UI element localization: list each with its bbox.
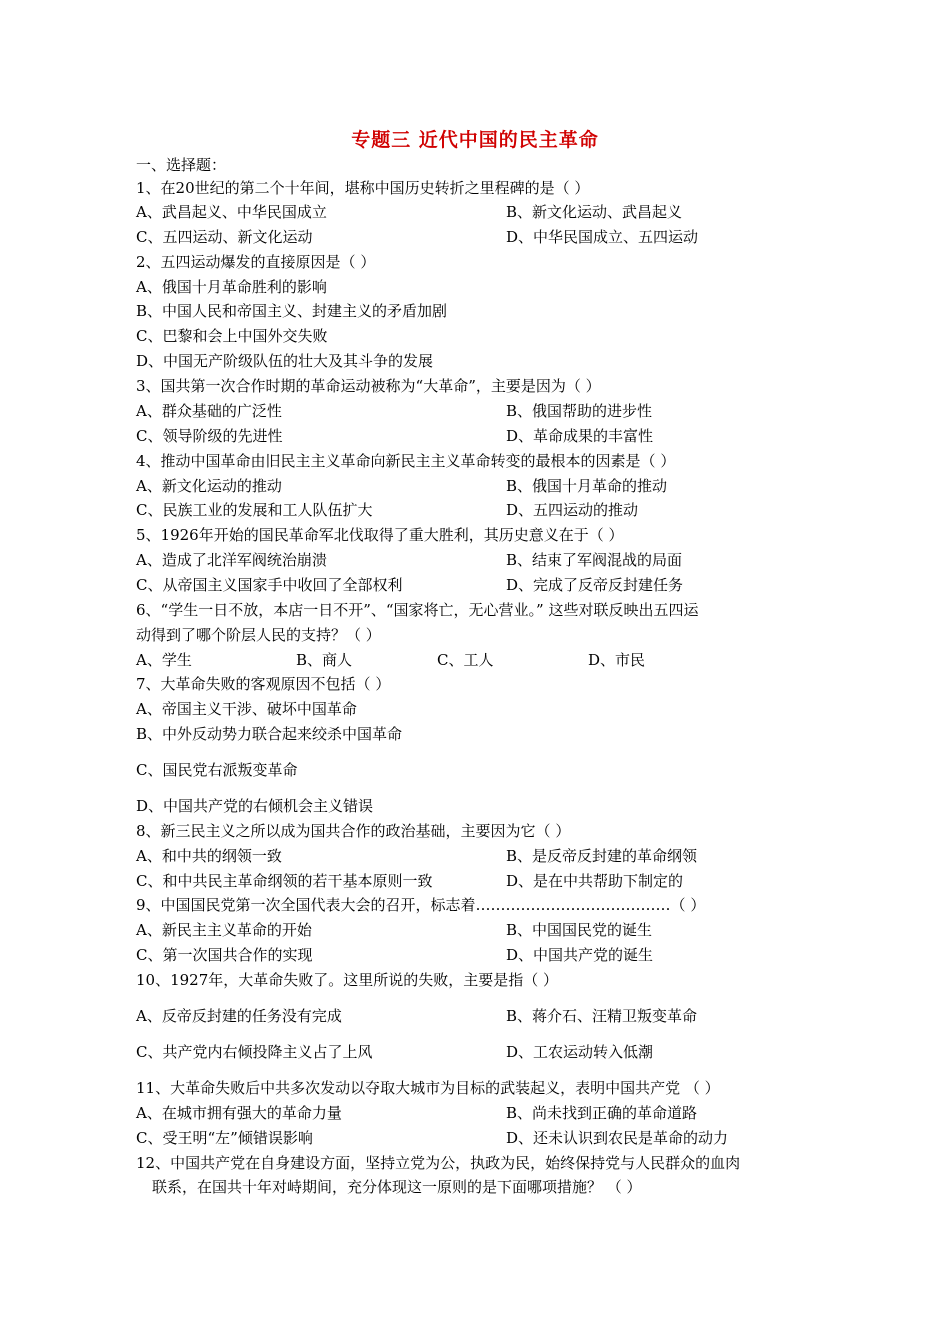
q4-option-a: A、新文化运动的推动 [136, 477, 282, 495]
question-3-stem: 3、国共第一次合作时期的革命运动被称为“大革命”，主要是因为（ ） [136, 377, 601, 395]
q11-option-b: B、尚未找到正确的革命道路 [506, 1104, 698, 1122]
q1-option-a: A、武昌起义、中华民国成立 [136, 203, 327, 221]
q4-option-b: B、俄国十月革命的推动 [506, 477, 668, 495]
q1-option-b: B、新文化运动、武昌起义 [506, 203, 683, 221]
question-2-stem: 2、五四运动爆发的直接原因是（ ） [136, 253, 376, 271]
q4-option-c: C、民族工业的发展和工人队伍扩大 [136, 501, 373, 519]
q6-option-b: B、商人 [296, 651, 353, 669]
q9-option-c: C、第一次国共合作的实现 [136, 946, 313, 964]
q10-option-c: C、共产党内右倾投降主义占了上风 [136, 1043, 373, 1061]
q2-option-d: D、中国无产阶级队伍的壮大及其斗争的发展 [136, 352, 434, 370]
q2-option-c: C、巴黎和会上中国外交失败 [136, 327, 328, 345]
question-8-stem: 8、新三民主义之所以成为国共合作的政治基础，主要因为它（ ） [136, 822, 571, 840]
q1-option-c: C、五四运动、新文化运动 [136, 228, 313, 246]
q10-option-b: B、蒋介石、汪精卫叛变革命 [506, 1007, 698, 1025]
q8-option-b: B、是反帝反封建的革命纲领 [506, 847, 698, 865]
question-5-stem: 5、1926年开始的国民革命军北伐取得了重大胜利，其历史意义在于（ ） [136, 526, 624, 544]
q3-option-a: A、群众基础的广泛性 [136, 402, 282, 420]
q11-option-d: D、还未认识到农民是革命的动力 [506, 1129, 729, 1147]
q7-option-c: C、国民党右派叛变革命 [136, 761, 298, 779]
q5-option-c: C、从帝国主义国家手中收回了全部权利 [136, 576, 403, 594]
q10-option-a: A、反帝反封建的任务没有完成 [136, 1007, 342, 1025]
q8-option-c: C、和中共民主革命纲领的若干基本原则一致 [136, 872, 433, 890]
question-6-stem-cont: 动得到了哪个阶层人民的支持？（ ） [136, 626, 381, 644]
q4-option-d: D、五四运动的推动 [506, 501, 639, 519]
page-title: 专题三 近代中国的民主革命 [351, 129, 599, 151]
q9-option-b: B、中国国民党的诞生 [506, 921, 653, 939]
q11-option-c: C、受王明“左”倾错误影响 [136, 1129, 313, 1147]
q6-option-c: C、工人 [437, 651, 494, 669]
question-12-stem: 12、中国共产党在自身建设方面，坚持立党为公，执政为民，始终保持党与人民群众的血肉 [136, 1154, 741, 1172]
q8-option-d: D、是在中共帮助下制定的 [506, 872, 684, 890]
question-9-stem: 9、中国国民党第一次全国代表大会的召开，标志着…………………………………（ ） [136, 896, 706, 914]
q3-option-c: C、领导阶级的先进性 [136, 427, 283, 445]
q9-option-a: A、新民主主义革命的开始 [136, 921, 312, 939]
q6-option-d: D、市民 [588, 651, 646, 669]
q2-option-a: A、俄国十月革命胜利的影响 [136, 278, 327, 296]
question-6-stem: 6、“学生一日不放，本店一日不开”、“国家将亡，无心营业。” 这些对联反映出五四运 [136, 601, 699, 619]
question-1-stem: 1、在20世纪的第二个十年间，堪称中国历史转折之里程碑的是（ ） [136, 179, 590, 197]
q5-option-b: B、结束了军阀混战的局面 [506, 551, 683, 569]
question-4-stem: 4、推动中国革命由旧民主主义革命向新民主主义革命转变的最根本的因素是（ ） [136, 452, 676, 470]
q5-option-a: A、造成了北洋军阀统治崩溃 [136, 551, 327, 569]
question-11-stem: 11、大革命失败后中共多次发动以夺取大城市为目标的武装起义，表明中国共产党 （ ） [136, 1079, 720, 1097]
q10-option-d: D、工农运动转入低潮 [506, 1043, 654, 1061]
q11-option-a: A、在城市拥有强大的革命力量 [136, 1104, 342, 1122]
section-heading: 一、选择题： [136, 156, 227, 174]
question-12-stem-cont: 联系，在国共十年对峙期间，充分体现这一原则的是下面哪项措施？ （ ） [152, 1178, 642, 1196]
q6-option-a: A、学生 [136, 651, 192, 669]
q5-option-d: D、完成了反帝反封建任务 [506, 576, 684, 594]
q2-option-b: B、中国人民和帝国主义、封建主义的矛盾加剧 [136, 302, 448, 320]
question-10-stem: 10、1927年，大革命失败了。这里所说的失败，主要是指（ ） [136, 971, 559, 989]
q7-option-d: D、中国共产党的右倾机会主义错误 [136, 797, 374, 815]
q7-option-b: B、中外反动势力联合起来绞杀中国革命 [136, 725, 403, 743]
q3-option-d: D、革命成果的丰富性 [506, 427, 654, 445]
q3-option-b: B、俄国帮助的进步性 [506, 402, 653, 420]
question-7-stem: 7、大革命失败的客观原因不包括（ ） [136, 675, 391, 693]
q7-option-a: A、帝国主义干涉、破坏中国革命 [136, 700, 357, 718]
q9-option-d: D、中国共产党的诞生 [506, 946, 654, 964]
q1-option-d: D、中华民国成立、五四运动 [506, 228, 699, 246]
q8-option-a: A、和中共的纲领一致 [136, 847, 282, 865]
